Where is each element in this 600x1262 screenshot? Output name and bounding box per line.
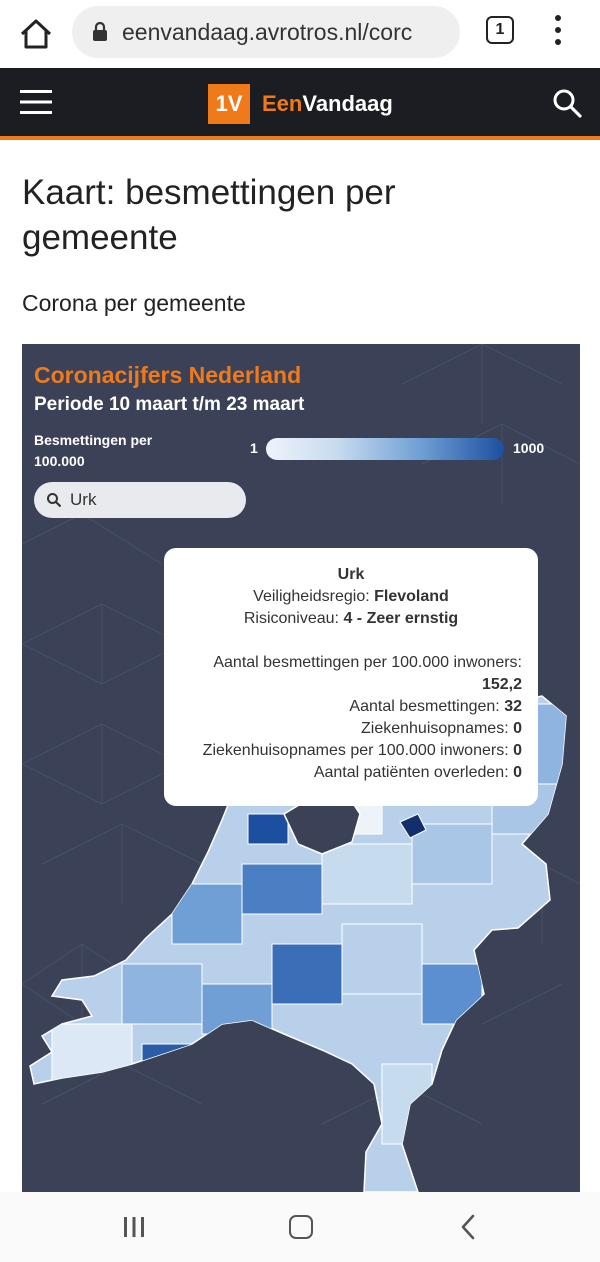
- page-title: Kaart: besmettingen per gemeente: [22, 173, 396, 257]
- deaths-label: Aantal patiënten overleden:: [313, 764, 509, 781]
- infections-label: Aantal besmettingen:: [349, 698, 500, 715]
- map-period: Periode 10 maart t/m 23 maart: [34, 394, 305, 415]
- url-text: eenvandaag.avrotros.nl/corc: [122, 19, 413, 45]
- logo-badge: 1V: [208, 84, 250, 124]
- site-header: [0, 68, 600, 140]
- recent-apps-icon[interactable]: [122, 1216, 146, 1238]
- hospital-per-100k-value: 0: [513, 742, 522, 759]
- infections-value: 32: [504, 698, 522, 715]
- browser-toolbar: [0, 0, 600, 68]
- legend-label: Besmettingen per 100.000: [34, 432, 153, 469]
- infections-per-100k-label: Aantal besmettingen per 100.000 inwoners:: [213, 654, 522, 671]
- home-button-icon[interactable]: [289, 1215, 313, 1239]
- system-navigation-bar: [0, 1192, 600, 1262]
- tooltip-infections: [349, 698, 522, 716]
- hospital-label: Ziekenhuisopnames:: [361, 720, 509, 737]
- site-logo[interactable]: [208, 84, 393, 124]
- region-label: Veiligheidsregio:: [253, 588, 370, 605]
- tooltip-municipality: Urk: [337, 566, 365, 583]
- municipality-tooltip: [164, 548, 538, 806]
- logo-een: Een: [262, 91, 303, 116]
- address-bar[interactable]: [72, 6, 460, 58]
- more-menu-icon[interactable]: [548, 12, 568, 48]
- map-title: Coronacijfers Nederland: [34, 362, 302, 388]
- tooltip-deaths: [314, 764, 522, 782]
- logo-wordmark: [262, 91, 393, 117]
- deaths-value: 0: [513, 764, 522, 781]
- menu-icon[interactable]: [20, 88, 52, 116]
- tooltip-hospital-per-100k: [203, 742, 522, 760]
- hospital-value: 0: [513, 720, 522, 737]
- risk-label: Risiconiveau:: [243, 610, 339, 627]
- hospital-per-100k-label: Ziekenhuisopnames per 100.000 inwoners:: [202, 742, 509, 759]
- tooltip-risk: [164, 610, 538, 628]
- infections-per-100k-value: 152,2: [481, 676, 522, 693]
- tooltip-hospital: [361, 720, 522, 738]
- search-icon[interactable]: [552, 88, 582, 118]
- tooltip-region: [164, 588, 538, 606]
- back-icon[interactable]: [460, 1214, 476, 1240]
- region-value: Flevoland: [374, 588, 449, 605]
- legend-max-value: 1000: [513, 440, 545, 456]
- logo-vandaag: Vandaag: [302, 91, 393, 116]
- search-value: Urk: [70, 490, 97, 509]
- section-title: Corona per gemeente: [22, 290, 246, 316]
- legend-min-value: 1: [250, 440, 258, 456]
- tab-count-button[interactable]: 1: [486, 16, 514, 44]
- risk-value: 4 - Zeer ernstig: [343, 610, 459, 627]
- home-icon[interactable]: [16, 14, 56, 54]
- lock-icon: [92, 22, 108, 42]
- map-panel: [22, 344, 580, 1192]
